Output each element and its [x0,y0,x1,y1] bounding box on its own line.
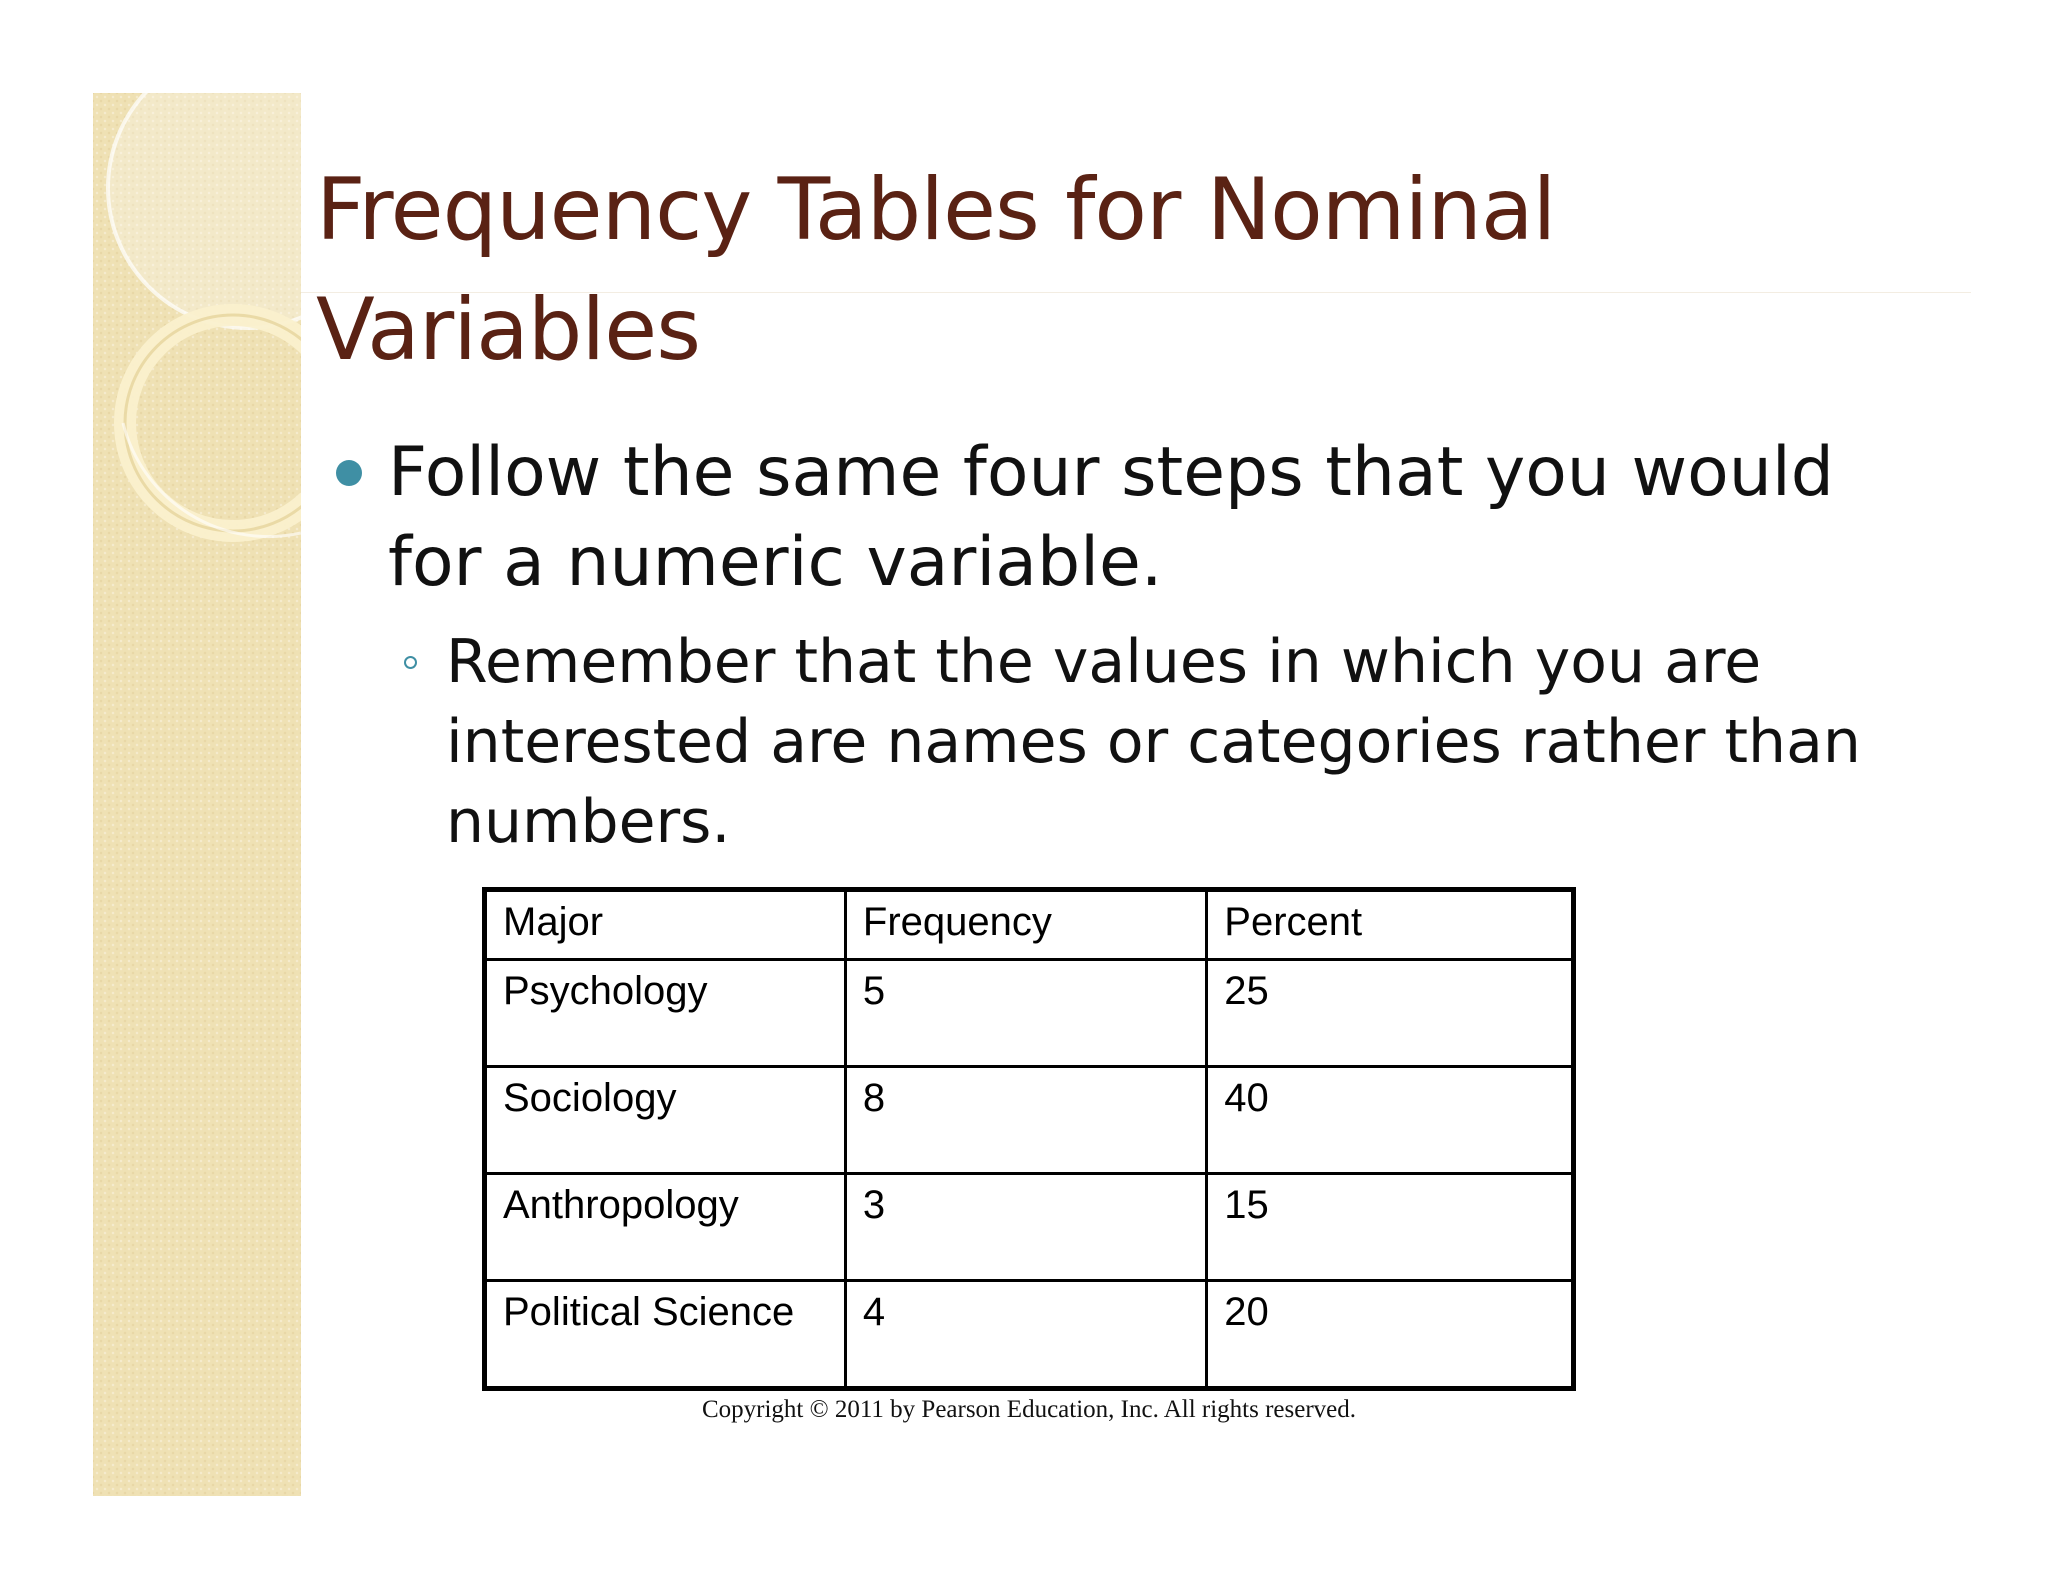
column-header-major: Major [485,890,846,960]
bullet-level-2: Remember that the values in which you are interested are names or categories rather than numbers. [446,627,1861,857]
cell-major: Psychology [485,960,846,1067]
frequency-table [482,887,1576,1391]
table-row [485,1281,1574,1389]
table-row [485,1174,1574,1281]
cell-frequency: 3 [845,1174,1206,1281]
cell-percent: 15 [1207,1174,1574,1281]
copyright-notice: Copyright © 2011 by Pearson Education, Inc. All rights reserved. [701,1396,1357,1423]
cell-frequency: 8 [845,1067,1206,1174]
column-header-percent: Percent [1207,890,1574,960]
table-row [485,960,1574,1067]
table-header-row [485,890,1574,960]
cell-percent: 25 [1207,960,1574,1067]
decorative-circles-icon [93,93,301,1496]
cell-major: Political Science [485,1281,846,1389]
bullet-level-1: Follow the same four steps that you would for a numeric variable. [388,433,1834,602]
cell-major: Anthropology [485,1174,846,1281]
cell-frequency: 5 [845,960,1206,1067]
slide-title: Frequency Tables for Nominal Variables [316,160,1556,380]
cell-percent: 20 [1207,1281,1574,1389]
bullet-dot-icon [336,460,362,486]
column-header-frequency: Frequency [845,890,1206,960]
table-row [485,1067,1574,1174]
decorative-side-band [93,93,301,1496]
sub-bullet-ring-icon [404,656,417,669]
cell-frequency: 4 [845,1281,1206,1389]
cell-major: Sociology [485,1067,846,1174]
cell-percent: 40 [1207,1067,1574,1174]
